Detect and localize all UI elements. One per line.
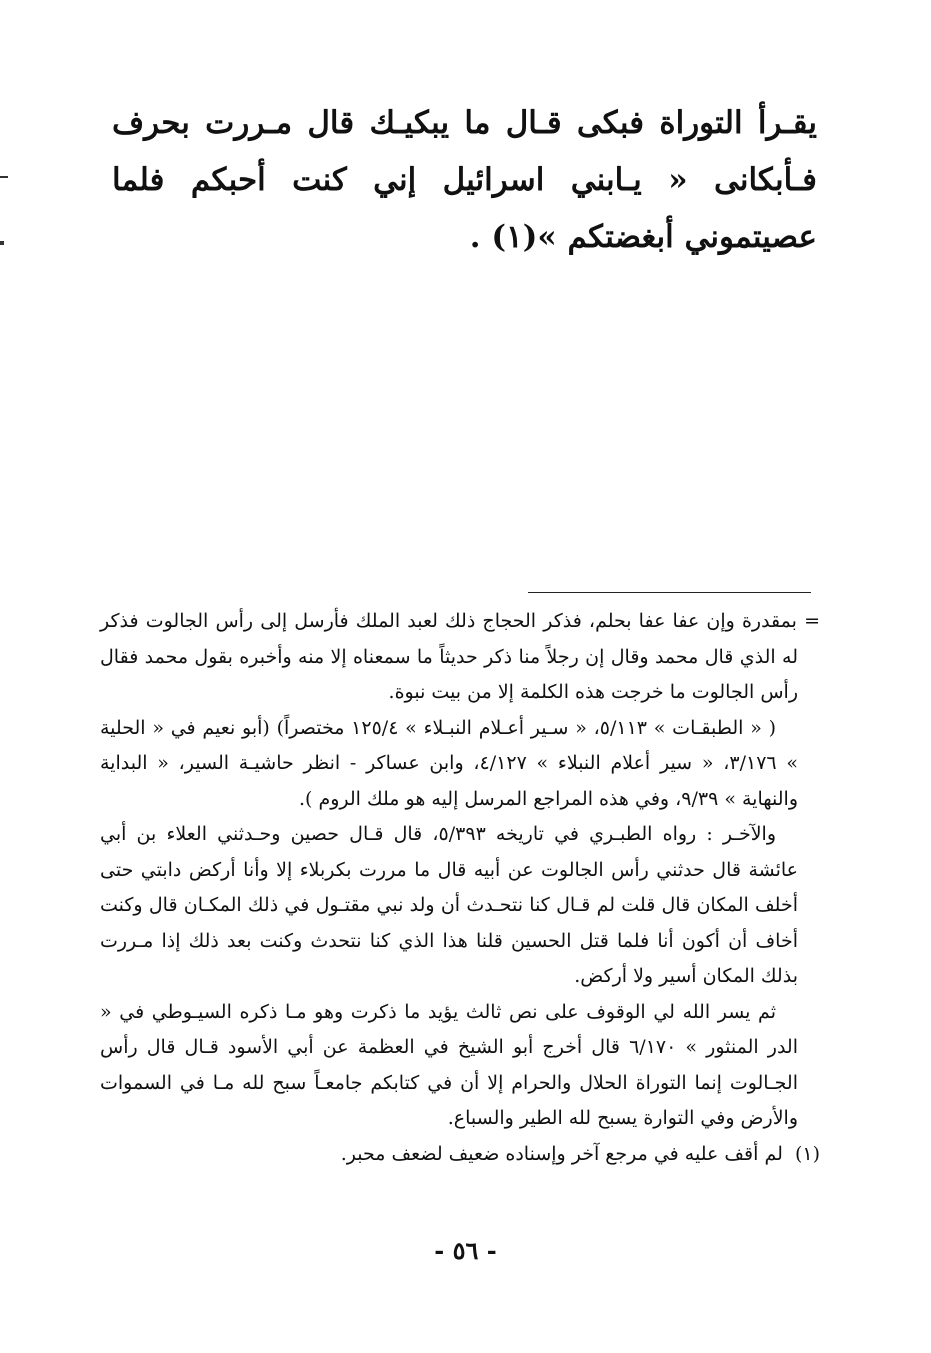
footnote-1-marker: (١) bbox=[794, 1142, 820, 1165]
page-number: - ٥٦ - bbox=[434, 1236, 497, 1265]
footnotes-section bbox=[100, 604, 820, 1172]
scan-edge-mark bbox=[0, 176, 8, 178]
main-text-block bbox=[112, 95, 817, 266]
scan-edge-dot bbox=[0, 241, 4, 245]
footnote-separator bbox=[528, 592, 811, 593]
footnote-1 bbox=[100, 1137, 820, 1173]
footnote-continuation-paragraph-1: = بمقدرة وإن عفا عفا بحلم، فذكر الحجاج ذلك لعبد الملك فأرسل إلى رأس الجالوت فذكر له الذي قال محمد وقال إن رجلاً منا ذكر حديثاً ما سمعناه إلا منه وأخبره بقول محمد فقال رأس الجالوت ما خرجت هذه الكلمة إلا من بيت نبوة. bbox=[100, 610, 820, 703]
footnote-1-text: لم أقف عليه في مرجع آخر وإسناده ضعيف لضعف محبر. bbox=[340, 1142, 783, 1165]
main-paragraph: يقـرأ التوراة فبكى قـال ما يبكيـك قال مـررت بحرف فـأبكانى « يـابني اسرائيل إني كنت أحبكم فلما عصيتموني أبغضتكم »(١) . bbox=[112, 105, 817, 255]
footnote-continuation-paragraph-4: ثم يسر الله لي الوقوف على نص ثالث يؤيد ما ذكرت وهو مـا ذكره السيـوطي في « الدر المنثور » ٦/١٧٠ قال أخرج أبو الشيخ في العظمة عن أبي الأسود قـال قال رأس الجـالوت إنما التوراة الحلال والحرام إلا أن في كتابكم جامعـاً سبح لله مـا في السموات والأرض وفي التوارة يسبح لله الطير والسباع. bbox=[100, 1000, 798, 1129]
footnote-continuation-paragraph-3: والآخـر : رواه الطبـري في تاريخه ٥/٣٩٣، قال قـال حصين وحـدثني العلاء بن أبي عائشة قال حدثني رأس الجالوت عن أبيه قال ما مررت بكربلاء إلا وأنا أركض دابتي حتى أخلف المكان قال قلت لم قـال كنا نتحـدث أن ولد نبي مقتـول في ذلك المكـان قال وكنت أخاف أن أكون أنا فلما قتل الحسين قلنا هذا الذي كنا نتحدث وكنت بعد ذلك إذا مـررت بذلك المكان أسير ولا أركض. bbox=[100, 823, 798, 987]
footnote-continuation-paragraph-2: ( « الطبقـات » ٥/١١٣، « سـير أعـلام النبـلاء » ١٢٥/٤ مختصراً) (أبو نعيم في « الحلية » ٣/١٧٦، « سير أعلام النبلاء » ٤/١٢٧، وابن عساكر - انظر حاشيـة السير، « البداية والنهاية » ٩/٣٩، وفي هذه المراجع المرسل إليه هو ملك الروم ). bbox=[100, 716, 799, 810]
